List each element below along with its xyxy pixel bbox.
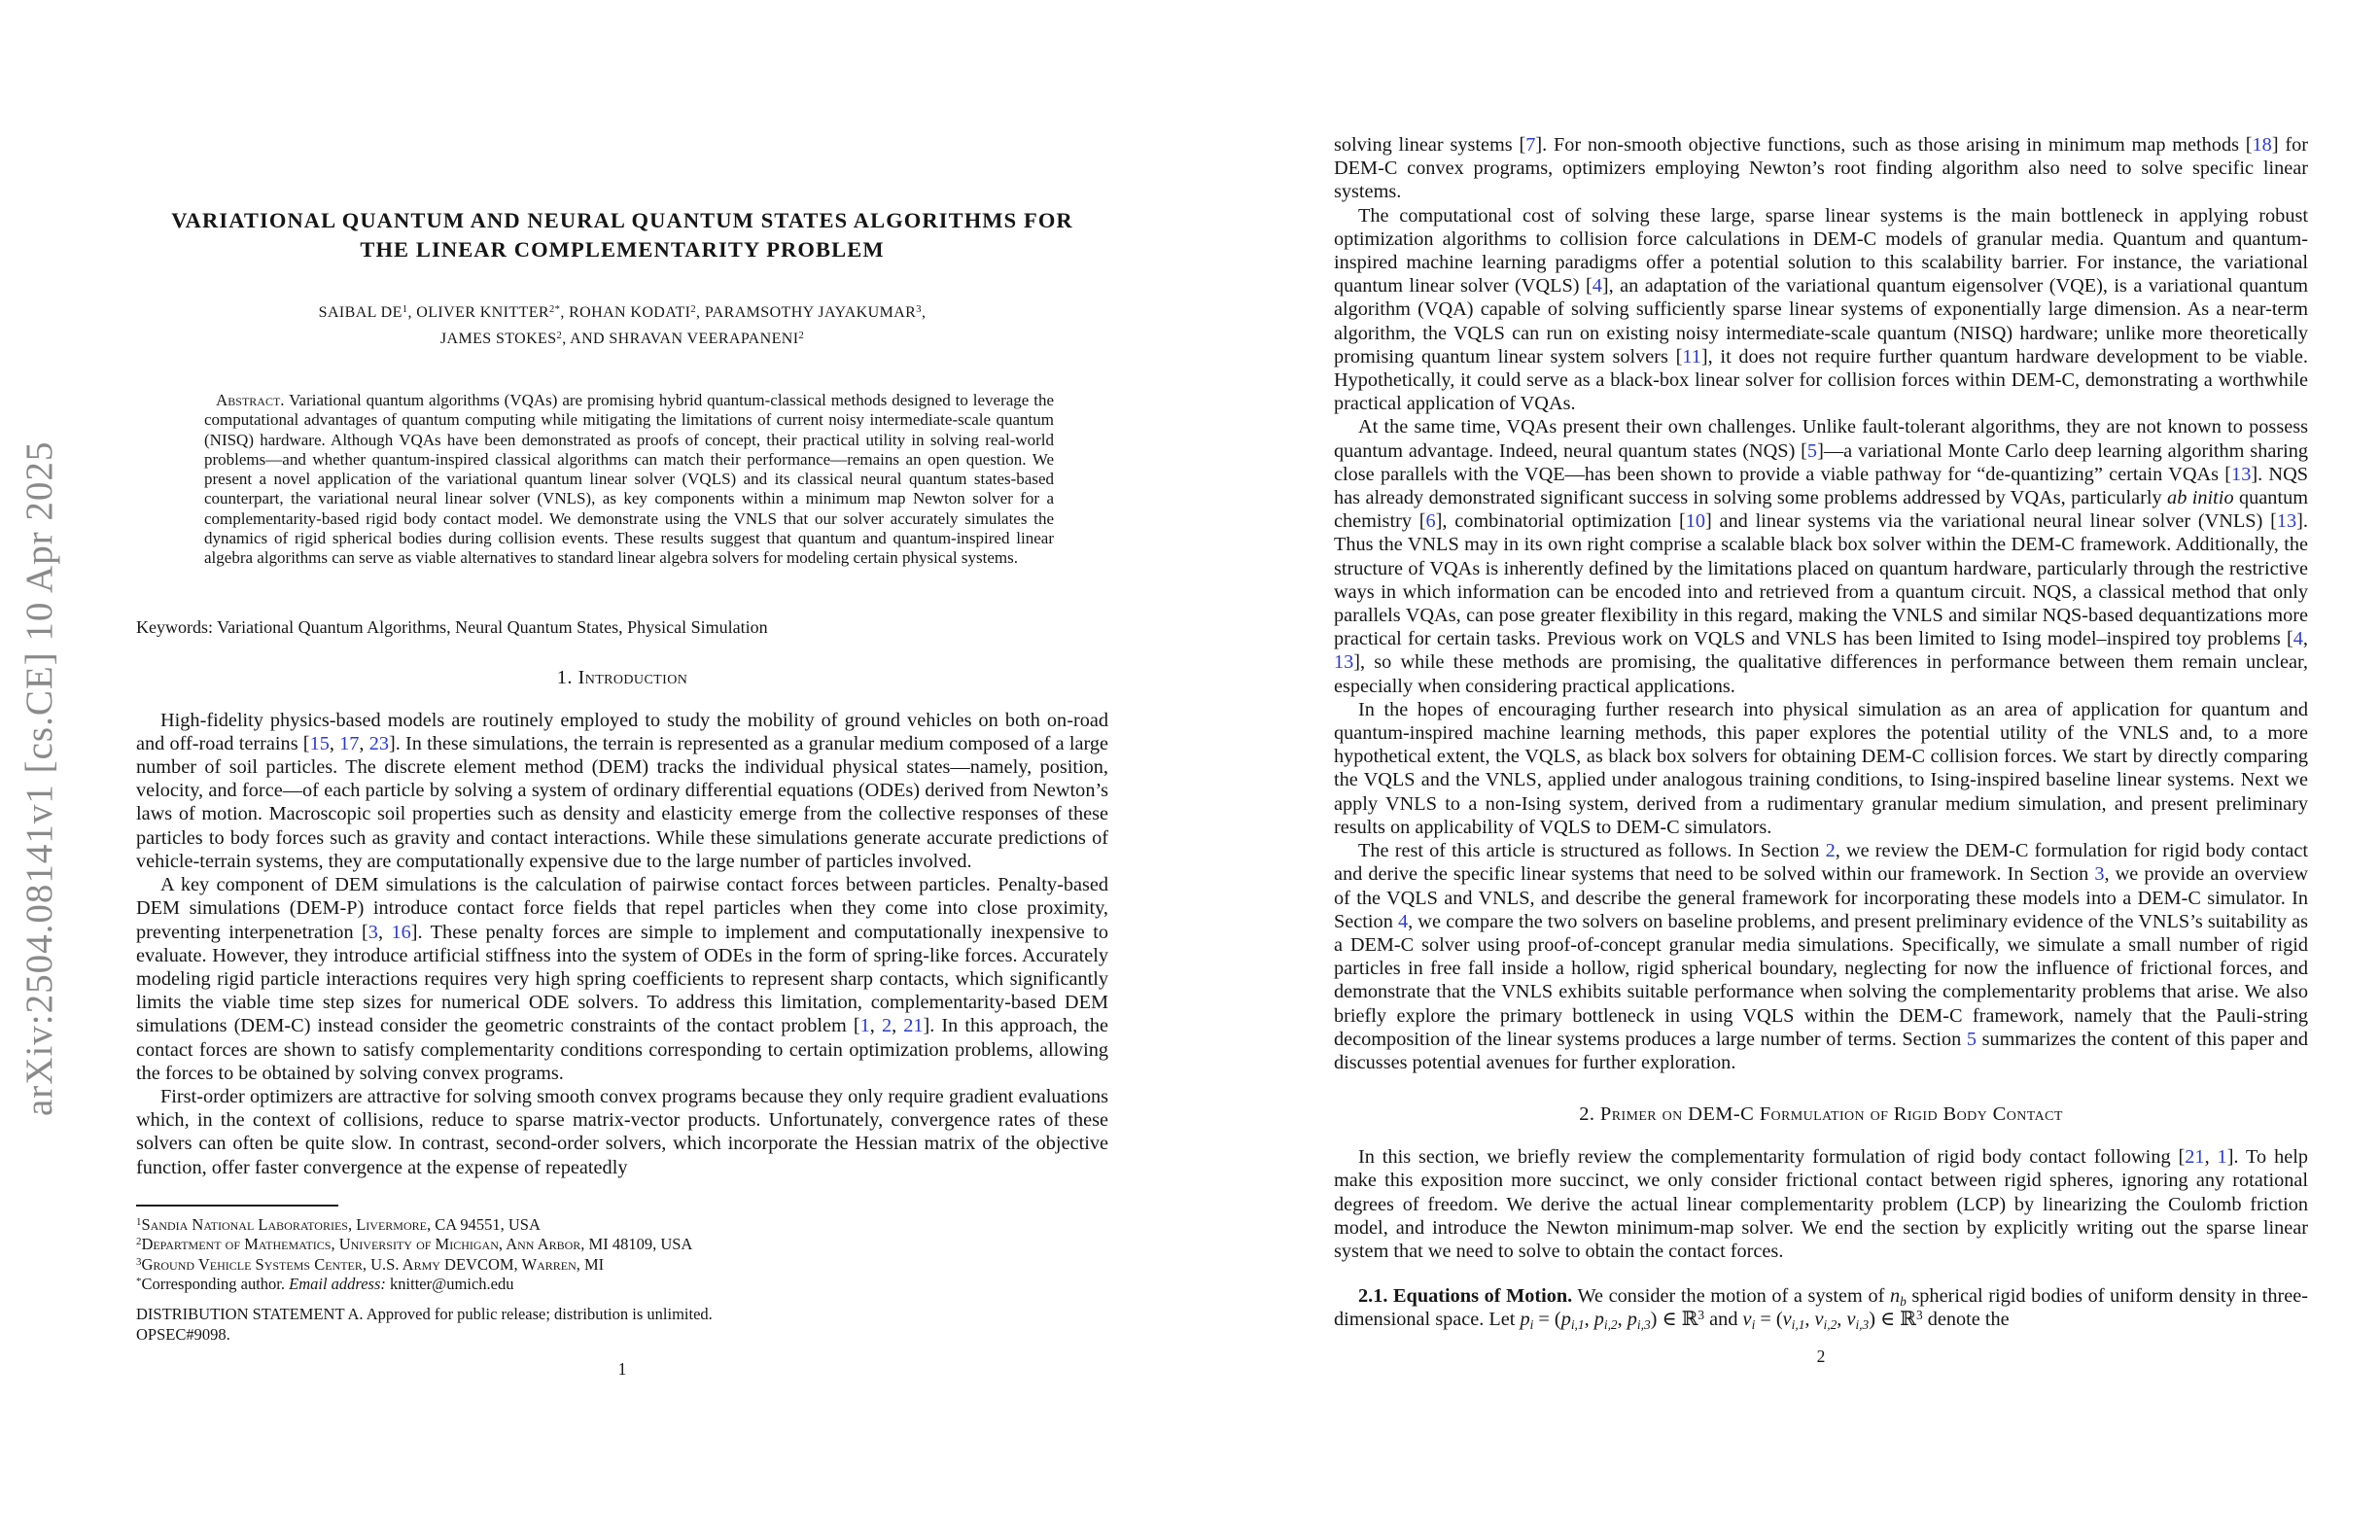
paragraph-vqa-challenges: At the same time, VQAs present their own challenges. Unlike fault-tolerant algorithms, they are not known to possess quantum advantage. Indeed, neural quantum states (NQS) [5]—a variational Monte Carlo deep learning algorithm sharing close parallels with the VQE—has been shown to provide a viable pathway for “de-quantizing” certain VQAs [13]. NQS has already demonstrated significant success in solving some problems addressed by VQAs, particularly ab initio quantum chemistry [6], combinatorial optimization [10] and linear systems via the variational neural linear solver (VNLS) [13]. Thus the VNLS may in its own right comprise a scalable black box solver within the DEM-C framework. Additionally, the structure of VQAs is inherently defined by the limitations placed on quantum hardware, particularly through the restrictive ways in which information can be encoded into and retrieved from a quantum circuit. NQS, a classical method that only parallels VQAs, can pose greater flexibility in this regard, making the VNLS and similar NQS-based dequantizations more practical for certain tasks. Previous work on VQLS and VNLS has been limited to Ising model–inspired toy problems [4, 13], so while these methods are promising, the qualitative differences in performance between them remain unclear, especially when considering practical applications. <box>1334 416 2309 697</box>
cite-link[interactable]: 6 <box>1425 510 1436 533</box>
authors-line-2: JAMES STOKES$^2$, AND SHRAVAN VEERAPANENI$^2$ <box>439 331 805 347</box>
text-run: 3 <box>916 304 922 316</box>
paragraph-equations-of-motion: 2.1. Equations of Motion. We consider the motion of a system of nb spherical rigid bodies of uniform density in three-dimensional space. Let pi = (pi,1, pi,2, pi,3) ∈ ℝ$^3$ and vi = (vi,1, vi,2, vi,3) ∈ ℝ$^3$ denote the <box>1334 1285 2308 1333</box>
text-run: Email address: <box>289 1274 386 1293</box>
text-run: Abstract. <box>216 391 285 409</box>
text-run: 2 <box>136 1236 142 1248</box>
text-run: 1 <box>402 304 408 316</box>
distribution-statement: DISTRIBUTION STATEMENT A. Approved for public release; distribution is unlimited. <box>136 1305 713 1324</box>
cite-link[interactable]: 13 <box>2276 510 2297 533</box>
author-list <box>136 299 1108 352</box>
paragraph-section2-intro: In this section, we briefly review the complementarity formulation of rigid body contact following [21, 1]. To help make this exposition more succinct, we only consider frictional contact between rigid spheres, ignoring any rotational degrees of freedom. We derive the actual linear complementarity problem (LCP) by linearizing the Coulomb friction model, and introduce the Newton minimum-map solver. We end the section by explicitly writing out the sparse linear system that we need to solve to obtain the contact forces. <box>1334 1146 2309 1262</box>
cite-link[interactable]: 13 <box>1334 651 1354 674</box>
paragraph-computational-cost: The computational cost of solving these large, sparse linear systems is the main bottleneck in applying robust optimization algorithms to collision force calculations in DEM-C models of granular media. Quantum and quantum-inspired machine learning paradigms offer a potential solution to this scalability barrier. For instance, the variational quantum linear solver (VQLS) [4], an adaptation of the variational quantum eigensolver (VQE), is a variational quantum algorithm (VQA) capable of solving sufficiently sparse linear systems of exponentially large dimension. As a near-term algorithm, the VQLS can run on existing noisy intermediate-scale quantum (NISQ) hardware; unlike more theoretically promising quantum linear system solvers [11], it does not require further quantum hardware development to be viable. Hypothetically, it could serve as a black-box linear solver for collision forces within DEM-C, demonstrating a worthwhile practical application of VQAs. <box>1334 204 2308 415</box>
cite-link[interactable]: 16 <box>391 921 411 943</box>
cite-link[interactable]: 4 <box>1592 275 1602 298</box>
cite-link[interactable]: 2 <box>1825 840 1836 862</box>
authors-line-1: SAIBAL $DE^1$, OLIVER $KNITTER^{2*}$, ROHAN KODATI$^2$, PARAMSOTHY JAYAKUMAR$^3$, <box>318 304 927 321</box>
keywords-line: Keywords: Variational Quantum Algorithms, Neural Quantum States, Physical Simulation <box>136 616 768 637</box>
text-run: Ground Vehicle Systems Center, U.S. Army DEVCOM, Warren, MI <box>141 1254 605 1274</box>
cite-link[interactable]: 2 <box>881 1015 892 1037</box>
paragraph-continuation: solving linear systems [7]. For non-smooth objective functions, such as those arising in minimum map methods [18] for DEM-C convex programs, optimizers employing Newton’s root finding algorithm also need to solve specific linear systems. <box>1334 134 2309 203</box>
section-1-heading: 1. Introduction <box>556 666 688 688</box>
cite-link[interactable]: 15 <box>309 732 330 754</box>
cite-link[interactable]: 5 <box>1806 439 1818 462</box>
text-run: i,3 <box>1636 1317 1651 1333</box>
footnote-affiliation-3 <box>136 1255 1108 1275</box>
cite-link[interactable]: 11 <box>1682 345 1701 368</box>
text-run: 2 <box>690 304 697 316</box>
text-run: v <box>1782 1309 1792 1331</box>
title-line-1: VARIATIONAL QUANTUM AND NEURAL QUANTUM STATES ALGORITHMS FOR <box>171 208 1073 232</box>
footnote-affiliation-1 <box>136 1215 1108 1235</box>
text-run: p <box>1520 1309 1530 1331</box>
cite-link[interactable]: 10 <box>1685 510 1705 533</box>
page-number-1: 1 <box>617 1359 627 1380</box>
text-run: * <box>136 1276 142 1288</box>
text-run: 3 <box>1698 1308 1705 1323</box>
text-run: n <box>1889 1285 1901 1308</box>
abstract: Abstract. Variational quantum algorithms (VQAs) are promising hybrid quantum-classical methods designed to leverage the computational advantages of quantum computing while mitigating the limitations of current noisy intermediate-scale quantum (NISQ) hardware. Although VQAs have been demonstrated as proofs of concept, their practical utility in solving real-world problems—and whether quantum-inspired classical algorithms can match their performance—remains an open question. We present a novel application of the variational quantum linear solver (VQLS) and its classical neural quantum states-based counterpart, the variational neural linear solver (VNLS), as key components within a minimum map Newton solver for a complementarity-based rigid body contact model. We demonstrate using the VNLS that our solver accurately simulates the dynamics of rigid spherical bodies during collision events. These results suggest that quantum and quantum-inspired linear algebra algorithms can serve as viable alternatives to standard linear algebra solvers for modeling certain physical systems. <box>204 391 1054 568</box>
text-run: v <box>1846 1309 1856 1331</box>
text-run: i,1 <box>1570 1317 1585 1333</box>
text-run: i,3 <box>1855 1317 1870 1333</box>
cite-link[interactable]: 4 <box>1397 910 1409 932</box>
footnote-corresponding-author: *Corresponding author. Email address: knitter@umich.edu <box>136 1274 514 1293</box>
text-run: Department of Mathematics, University of Michigan, Ann Arbor, MI 48109, USA <box>141 1235 693 1254</box>
text-run: 3 <box>136 1255 142 1268</box>
paragraph-intro-3: First-order optimizers are attractive for solving smooth convex programs because they only require gradient evaluations which, in the context of collisions, reduce to sparse matrix-vector products. Unfortunately, convergence rates of these solvers can often be quite slow. In contrast, second-order solvers, which incorporate the Hessian matrix of the objective function, offer faster convergence at the expense of repeatedly <box>136 1085 1108 1178</box>
text-run: 2.1. Equations of Motion. <box>1358 1285 1573 1308</box>
cite-link[interactable]: 5 <box>1966 1028 1977 1050</box>
page-2 <box>1334 0 2308 1367</box>
cite-link[interactable]: 18 <box>2252 134 2272 156</box>
paragraph-article-outline: The rest of this article is structured as follows. In Section 2, we review the DEM-C formulation for rigid body contact and derive the specific linear systems that need to be solved within our framework. In Section 3, we provide an overview of the VQLS and VNLS, and describe the general framework for incorporating these models into a DEM-C simulator. In Section 4, we compare the two solvers on baseline problems, and present preliminary evidence of the VNLS’s suitability as a DEM-C solver using proof-of-concept granular media simulations. Specifically, we simulate a small number of rigid particles in free fall inside a hollow, rigid spherical boundary, neglecting for now the influence of frictional forces, and demonstrate that the VNLS exhibits suitable performance when solving the complementarity problems that arise. We also briefly explore the primary bottleneck in using VQLS within the DEM-C framework, namely that the Pauli-string decomposition of the linear systems produces a large number of terms. Section 5 summarizes the content of this paper and discusses potential avenues for further exploration. <box>1334 840 2309 1073</box>
opsec-number: OPSEC#9098. <box>136 1324 230 1344</box>
paragraph-intro-2: A key component of DEM simulations is the calculation of pairwise contact forces between particles. Penalty-based DEM simulations (DEM-P) introduce contact force fields that repel particles when they come into close proximity, preventing interpenetration [3, 16]. These penalty forces are simple to implement and computationally inexpensive to evaluate. However, they introduce artificial stiffness into the system of ODEs in the form of spring-like forces. Accurately modeling rigid particle interactions requires very high spring coefficients to represent sharp contacts, which significantly limits the viable time step sizes for numerical ODE solvers. To address this limitation, complementarity-based DEM simulations (DEM-C) instead consider the geometric constraints of the contact problem [1, 2, 21]. In this approach, the contact forces are shown to satisfy complementarity conditions corresponding to certain optimization problems, allowing the forces to be obtained by solving convex programs. <box>136 874 1109 1084</box>
cite-link[interactable]: 17 <box>339 732 360 754</box>
text-run: b <box>1900 1293 1907 1309</box>
text-run: Sandia National Laboratories, Livermore, CA 94551, USA <box>141 1214 541 1234</box>
text-run: ℝ <box>1900 1309 1916 1331</box>
text-run: ℝ <box>1681 1309 1698 1331</box>
paragraph-paper-goals: In the hopes of encouraging further research into physical simulation as an area of application for quantum and quantum-inspired machine learning methods, this paper explores the potential utility of the VNLS and, to a more hypothetical extent, the VQLS, as black box solvers for obtaining DEM-C collision forces. We start by directly comparing the VQLS and the VNLS, applied under analogous training conditions, to Ising-inspired baseline linear systems. Next we apply VNLS to a non-Ising system, derived from a rudimentary granular medium simulation, and present preliminary results on applicability of VQLS to DEM-C simulators. <box>1334 698 2308 838</box>
cite-link[interactable]: 21 <box>2185 1146 2205 1169</box>
text-run: 2* <box>548 304 561 316</box>
text-run: ab initio <box>2167 487 2234 509</box>
text-run: i <box>1529 1317 1534 1333</box>
title-line-2: THE LINEAR COMPLEMENTARITY PROBLEM <box>360 237 885 262</box>
text-run: 2 <box>798 331 805 342</box>
paragraph-intro-1: High-fidelity physics-based models are routinely employed to study the mobility of ground vehicles on both on-road and off-road terrains [15, 17, 23]. In these simulations, the terrain is represented as a granular medium composed of a large number of soil particles. The discrete element method (DEM) tracks the individual physical states—namely, position, velocity, and force—of each particle by solving a system of ordinary differential equations (ODEs) derived from Newton’s laws of motion. Macroscopic soil properties such as density and elasticity emerge from the collective responses of these particles to body forces such as gravity and contact interactions. While these simulations generate accurate predictions of vehicle-terrain systems, they are computationally expensive due to the large number of particles involved. <box>136 709 1109 872</box>
paper-title <box>136 206 1108 264</box>
text-run: v <box>1814 1309 1824 1331</box>
text-run: i,2 <box>1603 1317 1618 1333</box>
footnote-affiliation-2 <box>136 1235 1108 1254</box>
text-run: 2 <box>556 331 563 342</box>
cite-link[interactable]: 4 <box>2292 628 2303 650</box>
cite-link[interactable]: 21 <box>903 1015 924 1037</box>
text-run: p <box>1560 1309 1571 1331</box>
footnote-rule <box>136 1205 338 1207</box>
cite-link[interactable]: 23 <box>368 732 389 754</box>
cite-link[interactable]: 3 <box>2094 863 2105 886</box>
text-run: i,1 <box>1791 1317 1805 1333</box>
text-run: i,2 <box>1823 1317 1838 1333</box>
cite-link[interactable]: 7 <box>1525 134 1536 156</box>
text-run: v <box>1742 1309 1752 1331</box>
text-run: p <box>1593 1309 1604 1331</box>
cite-link[interactable]: 13 <box>2231 463 2252 485</box>
cite-link[interactable]: 1 <box>859 1015 870 1037</box>
section-2-heading: 2. Primer on DEM-C Formulation of Rigid Body Contact <box>1579 1103 2063 1126</box>
text-run: i <box>1751 1317 1756 1333</box>
cite-link[interactable]: 1 <box>2217 1146 2227 1169</box>
arxiv-watermark: arXiv:2504.08141v1 [cs.CE] 10 Apr 2025 <box>18 440 60 1116</box>
page-1 <box>136 0 1108 1380</box>
text-run: p <box>1627 1309 1637 1331</box>
page-number-2: 2 <box>1816 1346 1826 1366</box>
cite-link[interactable]: 3 <box>368 921 378 943</box>
text-run: 1 <box>136 1215 142 1228</box>
text-run: 3 <box>1915 1308 1923 1323</box>
